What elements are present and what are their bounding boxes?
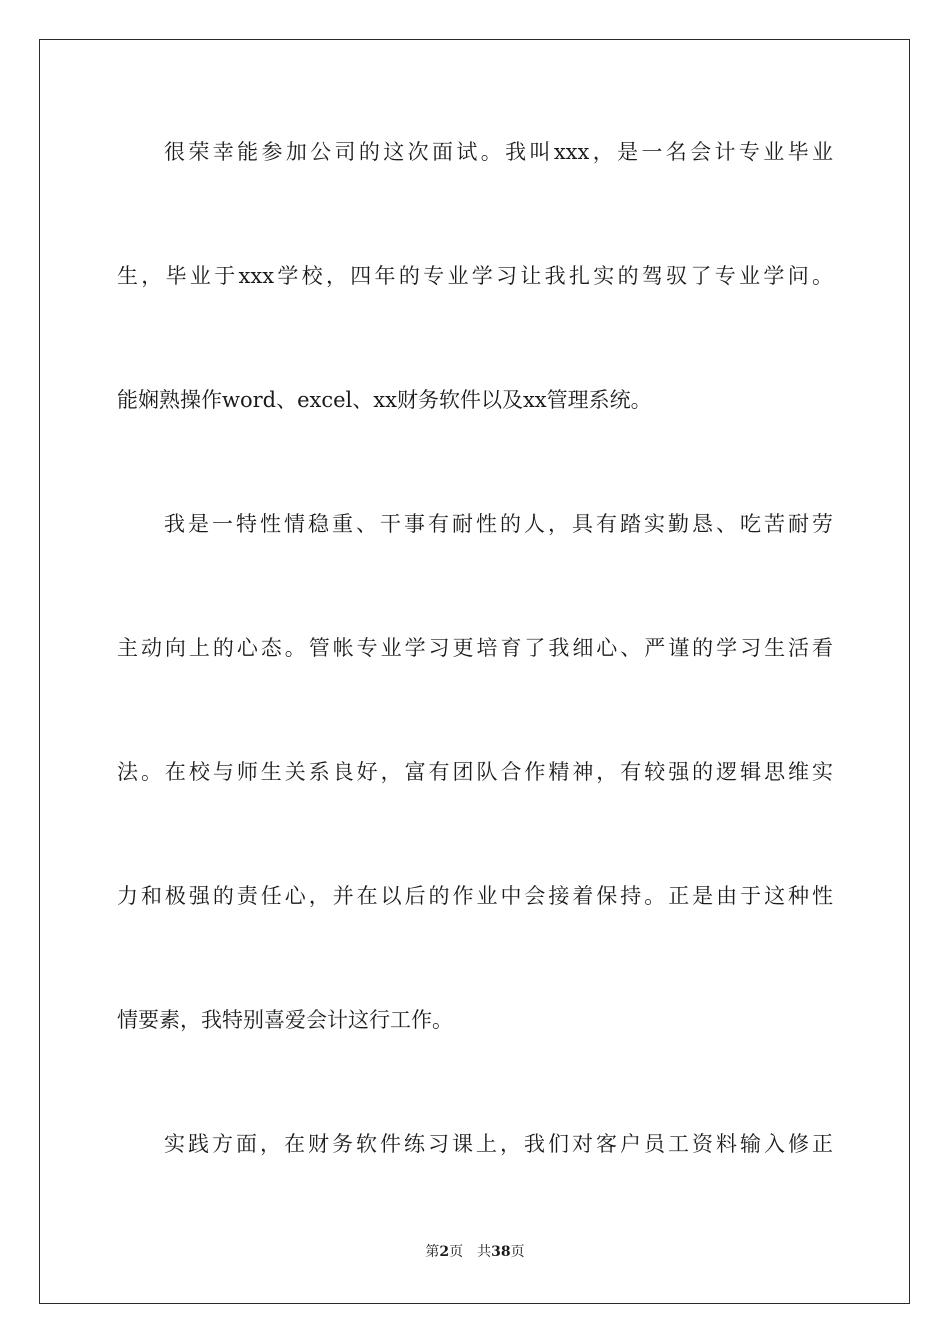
total-pages: 38 bbox=[491, 1244, 511, 1260]
paragraph-line: 法。在校与师生关系良好，富有团队合作精神，有较强的逻辑思维实 bbox=[117, 760, 833, 784]
page-number: 2 bbox=[439, 1244, 450, 1260]
page-prefix: 第 bbox=[425, 1244, 440, 1260]
paragraph-line: 实践方面，在财务软件练习课上，我们对客户员工资料输入修正 bbox=[164, 1132, 833, 1156]
paragraph-line: 情要素，我特别喜爱会计这行工作。 bbox=[117, 1008, 453, 1032]
total-prefix: 共 bbox=[477, 1244, 492, 1260]
paragraph-line: 很荣幸能参加公司的这次面试。我叫xxx，是一名会计专业毕业 bbox=[164, 140, 833, 164]
page-border bbox=[39, 39, 910, 1304]
paragraph-line: 力和极强的责任心，并在以后的作业中会接着保持。正是由于这种性 bbox=[117, 884, 833, 908]
total-suffix: 页 bbox=[510, 1244, 525, 1260]
page-footer bbox=[0, 1243, 950, 1261]
paragraph-line: 主动向上的心态。管帐专业学习更培育了我细心、严谨的学习生活看 bbox=[117, 636, 833, 660]
paragraph-line: 生，毕业于xxx学校，四年的专业学习让我扎实的驾驭了专业学问。 bbox=[117, 264, 833, 288]
paragraph-line: 能娴熟操作word、excel、xx财务软件以及xx管理系统。 bbox=[117, 388, 652, 412]
page-suffix: 页 bbox=[449, 1244, 464, 1260]
paragraph-line: 我是一特性情稳重、干事有耐性的人，具有踏实勤恳、吃苦耐劳 bbox=[164, 512, 833, 536]
